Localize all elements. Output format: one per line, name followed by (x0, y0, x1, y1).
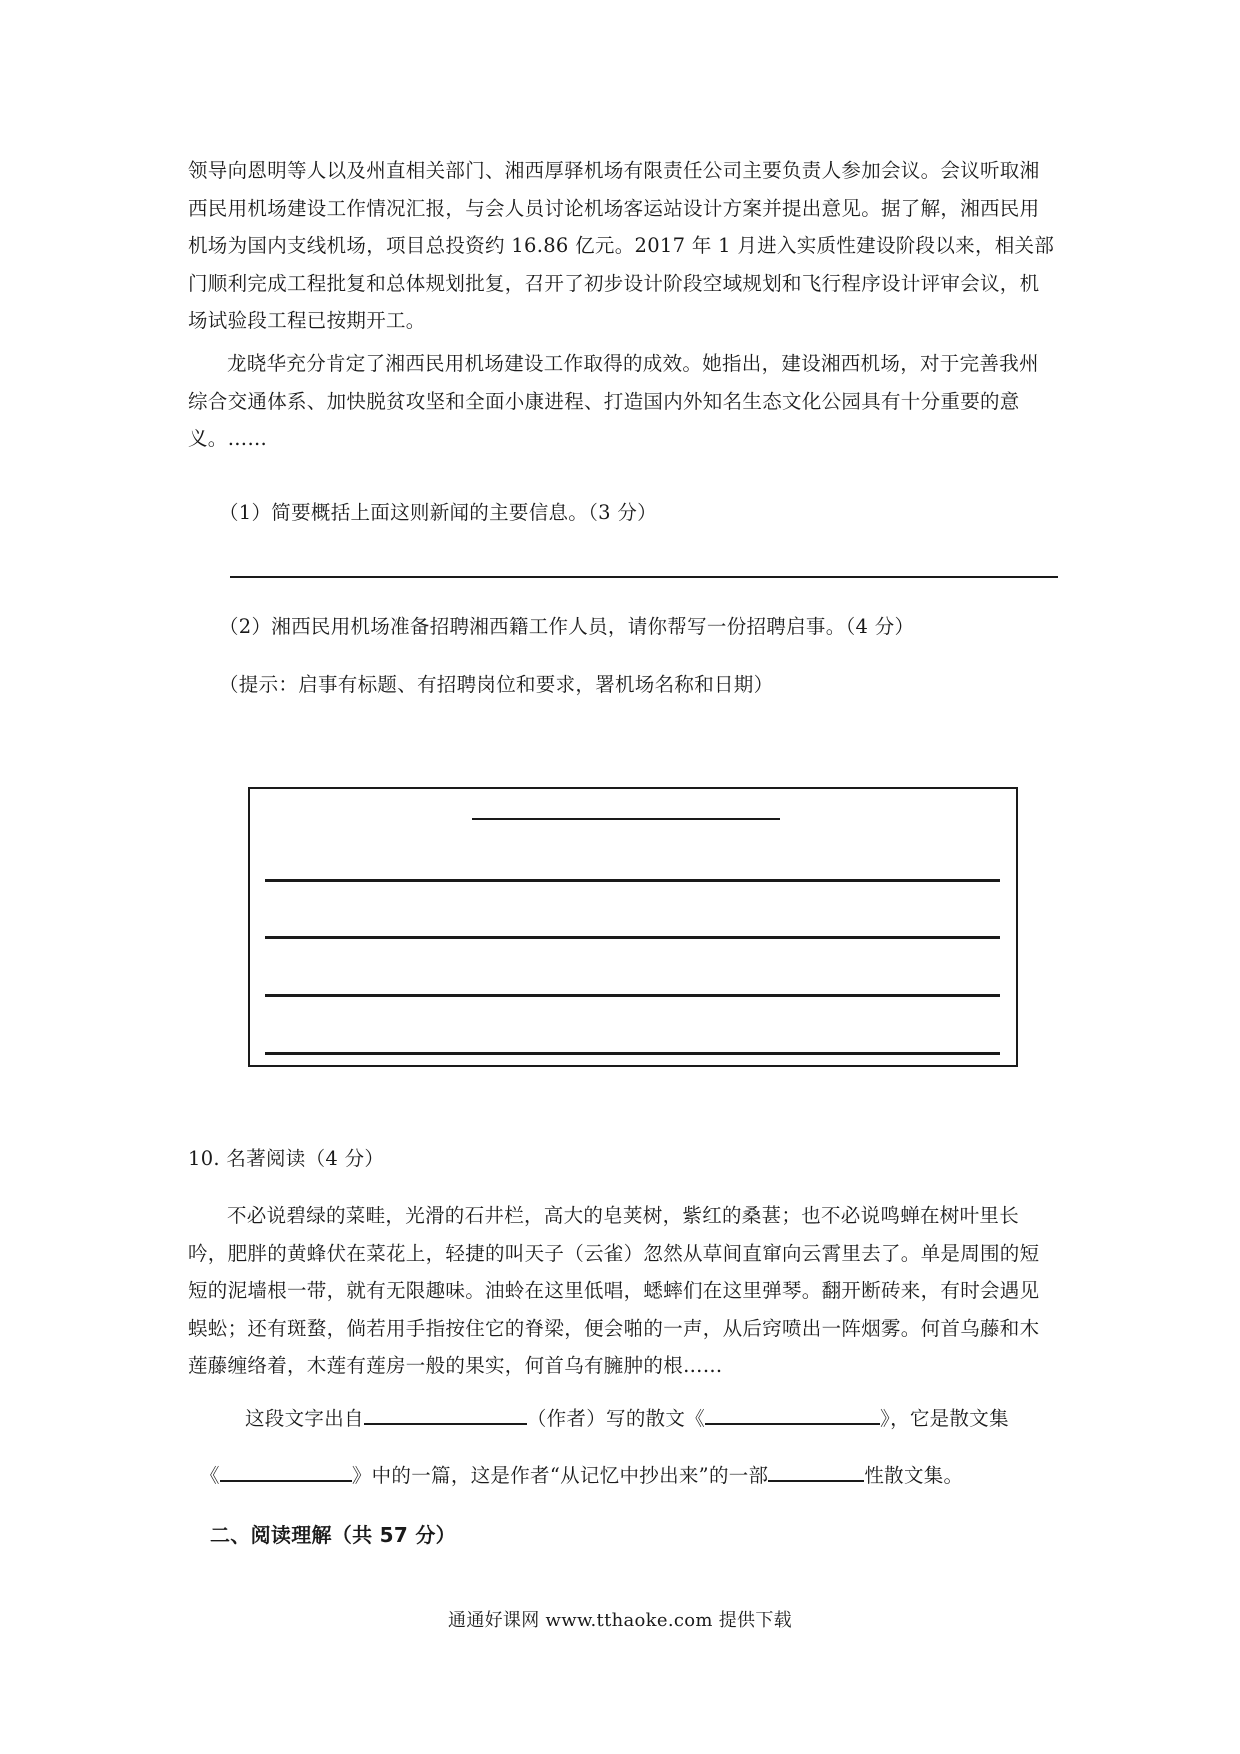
fill-text: 这段文字出自 (245, 1407, 364, 1430)
fill-text: 《 (200, 1464, 220, 1487)
essay-title-blank[interactable] (705, 1403, 880, 1425)
genre-blank[interactable] (768, 1460, 864, 1482)
question-2: （2）湘西民用机场准备招聘湘西籍工作人员，请你帮写一份招聘启事。（4 分） (219, 615, 915, 638)
author-blank[interactable] (364, 1403, 527, 1425)
answer-line-q1[interactable] (230, 576, 1058, 578)
fill-text: 》，它是散文集 (880, 1407, 1009, 1430)
question-1: （1）简要概括上面这则新闻的主要信息。（3 分） (219, 501, 657, 524)
page-footer: 通通好课网 www.tthaoke.com 提供下载 (448, 1610, 792, 1631)
fill-text: 》中的一篇，这是作者“从记忆中抄出来”的一部 (351, 1464, 769, 1487)
notice-answer-line[interactable] (265, 936, 1000, 939)
recruitment-notice-box (248, 787, 1018, 1067)
question-2-hint: （提示：启事有标题、有招聘岗位和要求，署机场名称和日期） (219, 673, 774, 696)
news-paragraph-2: 龙晓华充分肯定了湘西民用机场建设工作取得的成效。她指出，建设湘西机场，对于完善我州综合交通体系、加快脱贫攻坚和全面小康进程、打造国内外知名生态文化公园具有十分重要的意义。…… (188, 352, 1039, 450)
notice-answer-line[interactable] (265, 1052, 1000, 1055)
question-10-fill-line-1 (245, 1403, 1075, 1434)
question-10-title: 10. 名著阅读（4 分） (188, 1147, 385, 1170)
notice-title-line[interactable] (472, 818, 780, 820)
notice-answer-line[interactable] (265, 879, 1000, 882)
question-10-passage: 不必说碧绿的菜畦，光滑的石井栏，高大的皂荚树，紫红的桑葚；也不必说鸣蝉在树叶里长吟，肥胖的黄蜂伏在菜花上，轻捷的叫天子（云雀）忽然从草间直窜向云霄里去了。单是周围的短短的泥墙根一带，就有无限趣味。油蛉在这里低唱，蟋蟀们在这里弹琴。翻开断砖来，有时会遇见蜈蚣；还有斑蝥，倘若用手指按住它的脊梁，便会啪的一声，从后窍喷出一阵烟雾。何首乌藤和木莲藤缠络着，木莲有莲房一般的果实，何首乌有臃肿的根…… (188, 1204, 1040, 1377)
news-paragraph-1: 领导向恩明等人以及州直相关部门、湘西厚驿机场有限责任公司主要负责人参加会议。会议听取湘西民用机场建设工作情况汇报，与会人员讨论机场客运站设计方案并提出意见。据了解，湘西民用机场为国内支线机场，项目总投资约 16.86 亿元。2017 年 1 月进入实质性建设阶段以来，相关部门顺利完成工程批复和总体规划批复，召开了初步设计阶段空域规划和飞行程序设计评审会议，机场试验段工程已按期开工。 (188, 159, 1055, 332)
section-2-heading: 二、阅读理解（共 57 分） (210, 1523, 456, 1547)
fill-text: 性散文集。 (864, 1464, 964, 1487)
fill-text: （作者）写的散文《 (526, 1407, 706, 1430)
notice-answer-line[interactable] (265, 994, 1000, 997)
collection-title-blank[interactable] (220, 1460, 352, 1482)
question-10-fill-line-2 (200, 1460, 1070, 1491)
